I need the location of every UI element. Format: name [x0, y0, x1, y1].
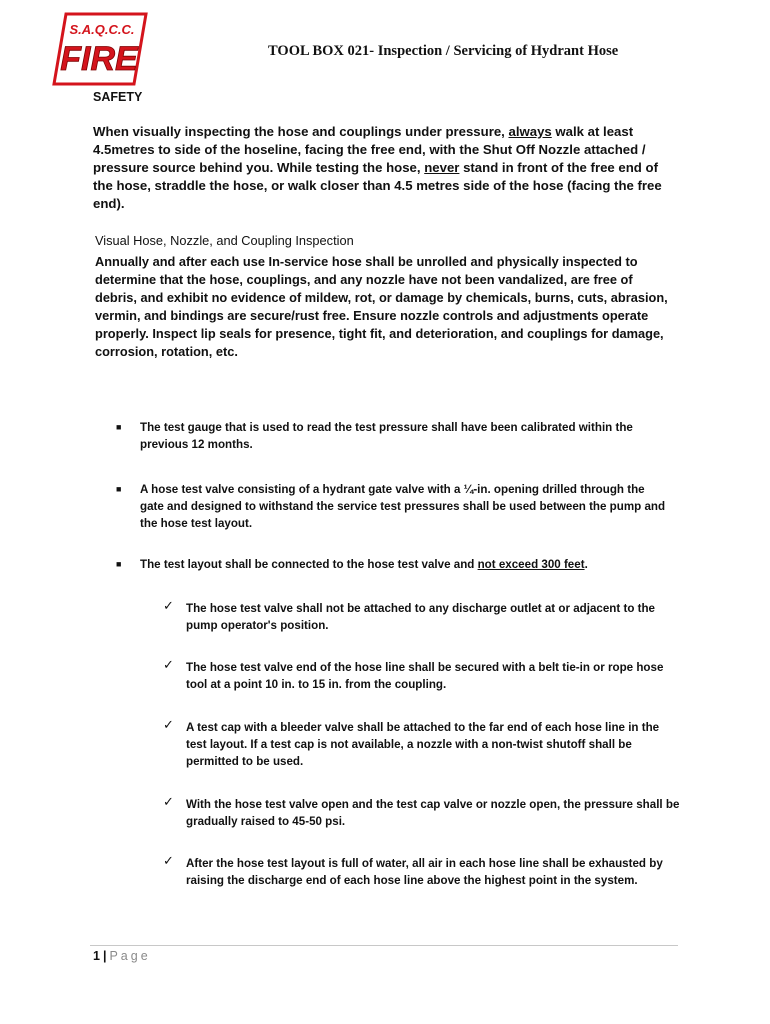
checkmark-icon: ✓: [163, 794, 174, 809]
safety-text-1: When visually inspecting the hose and couplings under pressure,: [93, 124, 509, 139]
safety-emphasis-never: never: [424, 160, 460, 175]
saqcc-fire-logo: [52, 12, 148, 86]
square-bullet-icon: ■: [116, 422, 122, 432]
layout-text: The test layout shall be connected to the hose test valve and: [140, 558, 478, 571]
check-item: The hose test valve shall not be attached to any discharge outlet at or adjacent to the pump operator's position.: [186, 602, 656, 632]
square-bullet-icon: ■: [116, 484, 122, 494]
checkmark-icon: ✓: [163, 657, 174, 672]
page-footer: [93, 949, 151, 963]
document-title: TOOL BOX 021- Inspection / Servicing of Hydrant Hose: [268, 43, 619, 59]
logo-top-text: S.A.Q.C.C.: [69, 22, 135, 37]
safety-paragraph: [93, 123, 663, 213]
visual-inspection-paragraph: Annually and after each use In-service hose shall be unrolled and physically inspected to determine that the hose, couplings, and any nozzle have not been vandalized, are free of debris, and exhibit no evidence of mildew, rot, or damage by chemicals, burns, cuts, abrasion, vermin, and bindings are secure/rust free. Ensure nozzle controls and adjustments operate properly. Inspect lip seals for presence, tight fit, and deterioration, and couplings for damage, corrosion, rotation, etc.: [95, 254, 668, 359]
footer-separator: |: [102, 949, 107, 963]
layout-limit: not exceed 300 feet: [477, 558, 585, 571]
check-item: The hose test valve end of the hose line shall be secured with a belt tie-in or rope hose tool at a point 10 in. to 15 in. from the coupling.: [186, 661, 664, 691]
checkmark-icon: ✓: [163, 853, 174, 868]
check-item: With the hose test valve open and the test cap valve or nozzle open, the pressure shall be gradually raised to 45-50 psi.: [186, 798, 680, 828]
bullet-item-test-valve: A hose test valve consisting of a hydrant gate valve with a ¼-in. opening drilled through the gate and designed to withstand the service test pressures shall be used between the pump and the hose test layout.: [140, 483, 666, 530]
safety-text-2: walk at least 4.5metres to side of the hoseline, facing the free end, with the Shut Off Nozzle attached / pressure source behind you. While testing the hose,: [93, 124, 646, 175]
safety-text-3: stand in front of the free end of the hose, straddle the hose, or walk closer than 4.5 metres side of the hose (facing the free end).: [93, 160, 662, 211]
checkmark-icon: ✓: [163, 717, 174, 732]
square-bullet-icon: ■: [116, 559, 122, 569]
visual-inspection-heading: Visual Hose, Nozzle, and Coupling Inspection: [95, 233, 354, 248]
safety-emphasis-always: always: [508, 124, 552, 139]
check-item: After the hose test layout is full of water, all air in each hose line shall be exhausted by raising the discharge end of each hose line above the highest point in the system.: [186, 857, 663, 887]
page-label: Page: [109, 949, 151, 963]
bullet-item-layout: [140, 556, 670, 573]
layout-end: .: [584, 558, 588, 571]
footer-divider: [90, 945, 678, 946]
bullet-item-gauge: The test gauge that is used to read the test pressure shall have been calibrated within the previous 12 months.: [140, 421, 633, 451]
check-item: A test cap with a bleeder valve shall be attached to the far end of each hose line in the test layout. If a test cap is not available, a nozzle with a non-twist shutoff shall be permitted to be used.: [186, 721, 660, 768]
safety-heading: SAFETY: [93, 90, 143, 104]
logo-main-text: FIRE: [60, 40, 138, 78]
checkmark-icon: ✓: [163, 598, 174, 613]
page-number: 1: [93, 949, 100, 963]
